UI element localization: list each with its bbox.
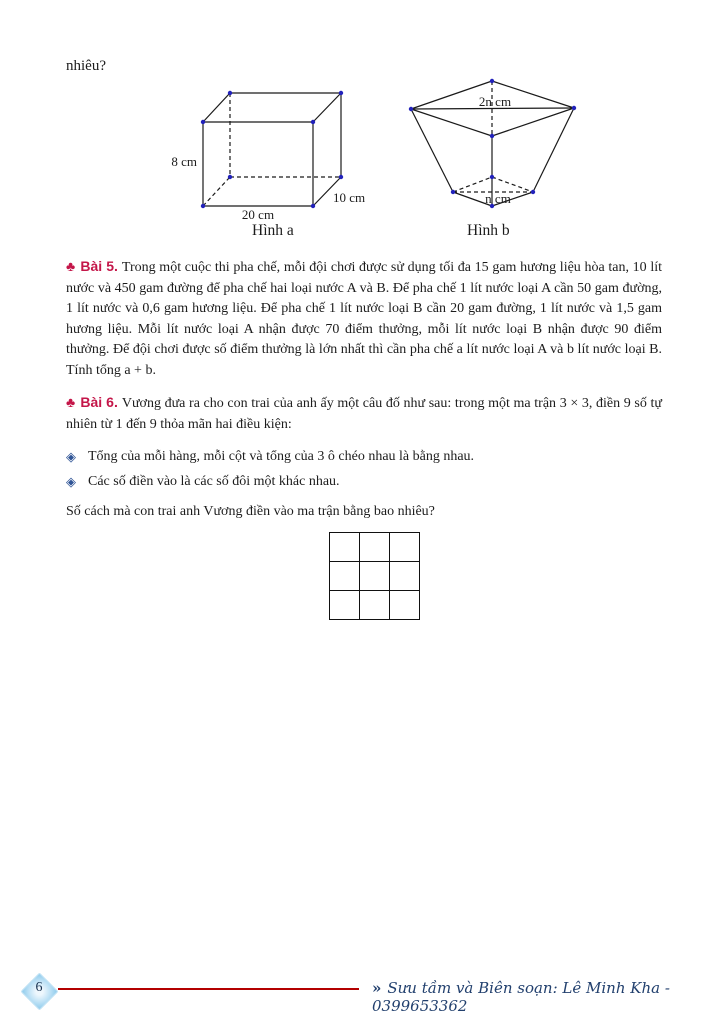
fig-b-bottom-diagonal-label: n cm [485,191,511,206]
exercise-6-label: Bài 6. [80,394,118,410]
exercise-5 [66,256,662,381]
fig-a-depth-label: 10 cm [333,190,366,205]
diamond-bullet-icon: ◈ [66,474,76,489]
exercise-5-text: Trong một cuộc thi pha chế, mỗi đội chơi được sử dụng tối đa 15 gam hương liệu hòa tan, 10 lít nước và 450 gam đường để pha chế hai loại nước A và B. Để pha chế 1 lít nước loại A cần 50 gam đường, 1 lít nước và 0,6 gam hương liệu. Để pha chế 1 lít nước loại B cần 20 gam đường, 1 lít nước và 1,5 gam hương liệu. Mỗi lít nước loại A nhận được 70 điểm thưởng, mỗi lít nước loại B nhận được 90 điểm thưởng. Để đội chơi được số điểm thưởng là lớn nhất thì cần pha chế a lít nước loại A và b lít nước loại B. Tính tổng a + b. [66,260,662,378]
diamond-bullet-icon: ◈ [66,449,76,464]
fig-b-caption: Hình b [467,222,510,239]
condition-list [66,444,662,494]
condition-text: Các số điền vào là các số đôi một khác nhau. [88,474,340,489]
footer-rule [58,988,359,990]
club-icon: ♣ [66,396,76,411]
fig-a-width-label: 20 cm [241,207,275,222]
condition-text: Tổng của mỗi hàng, mỗi cột và tổng của 3 ô chéo nhau là bằng nhau. [88,449,475,464]
footer-credit-text: Sưu tầm và Biên soạn: Lê Minh Kha - 0399653362 [372,979,670,1015]
exercise-content [66,256,662,620]
grid-cell [360,532,390,561]
vertex-dots [201,91,343,208]
club-icon: ♣ [66,260,76,275]
exercise-5-label: Bài 5. [80,258,118,274]
condition-item [66,444,662,469]
page-number: 6 [35,980,43,995]
paragraph-fragment: nhiêu? [66,58,106,74]
fig-b-top-diagonal-label: 2n cm [478,94,512,109]
magic-square-grid [329,532,420,620]
chevrons-icon: » [372,979,382,997]
frustum-figure [400,70,625,220]
grid-cell [330,532,360,561]
exercise-6-question: Số cách mà con trai anh Vương điền vào ma trận bằng bao nhiêu? [66,504,435,519]
footer-credit [372,979,725,1015]
grid-cell [360,590,390,619]
exercise-6 [66,392,662,435]
cuboid-figure [165,75,400,230]
grid-cell [330,561,360,590]
exercise-6-text: Vương đưa ra cho con trai của anh ấy một câu đố như sau: trong một ma trận 3 × 3, điền 9 số tự nhiên từ 1 đến 9 thỏa mãn hai điều kiện: [66,396,662,432]
grid-cell [390,590,420,619]
condition-item [66,469,662,494]
page-number-badge [22,974,56,1008]
grid-row [330,590,420,619]
fig-a-height-label: 8 cm [171,154,197,169]
grid-row [330,532,420,561]
grid-row [330,561,420,590]
grid-cell [330,590,360,619]
grid-cell [390,561,420,590]
grid-cell [390,532,420,561]
fig-a-caption: Hình a [252,222,294,239]
grid-cell [360,561,390,590]
